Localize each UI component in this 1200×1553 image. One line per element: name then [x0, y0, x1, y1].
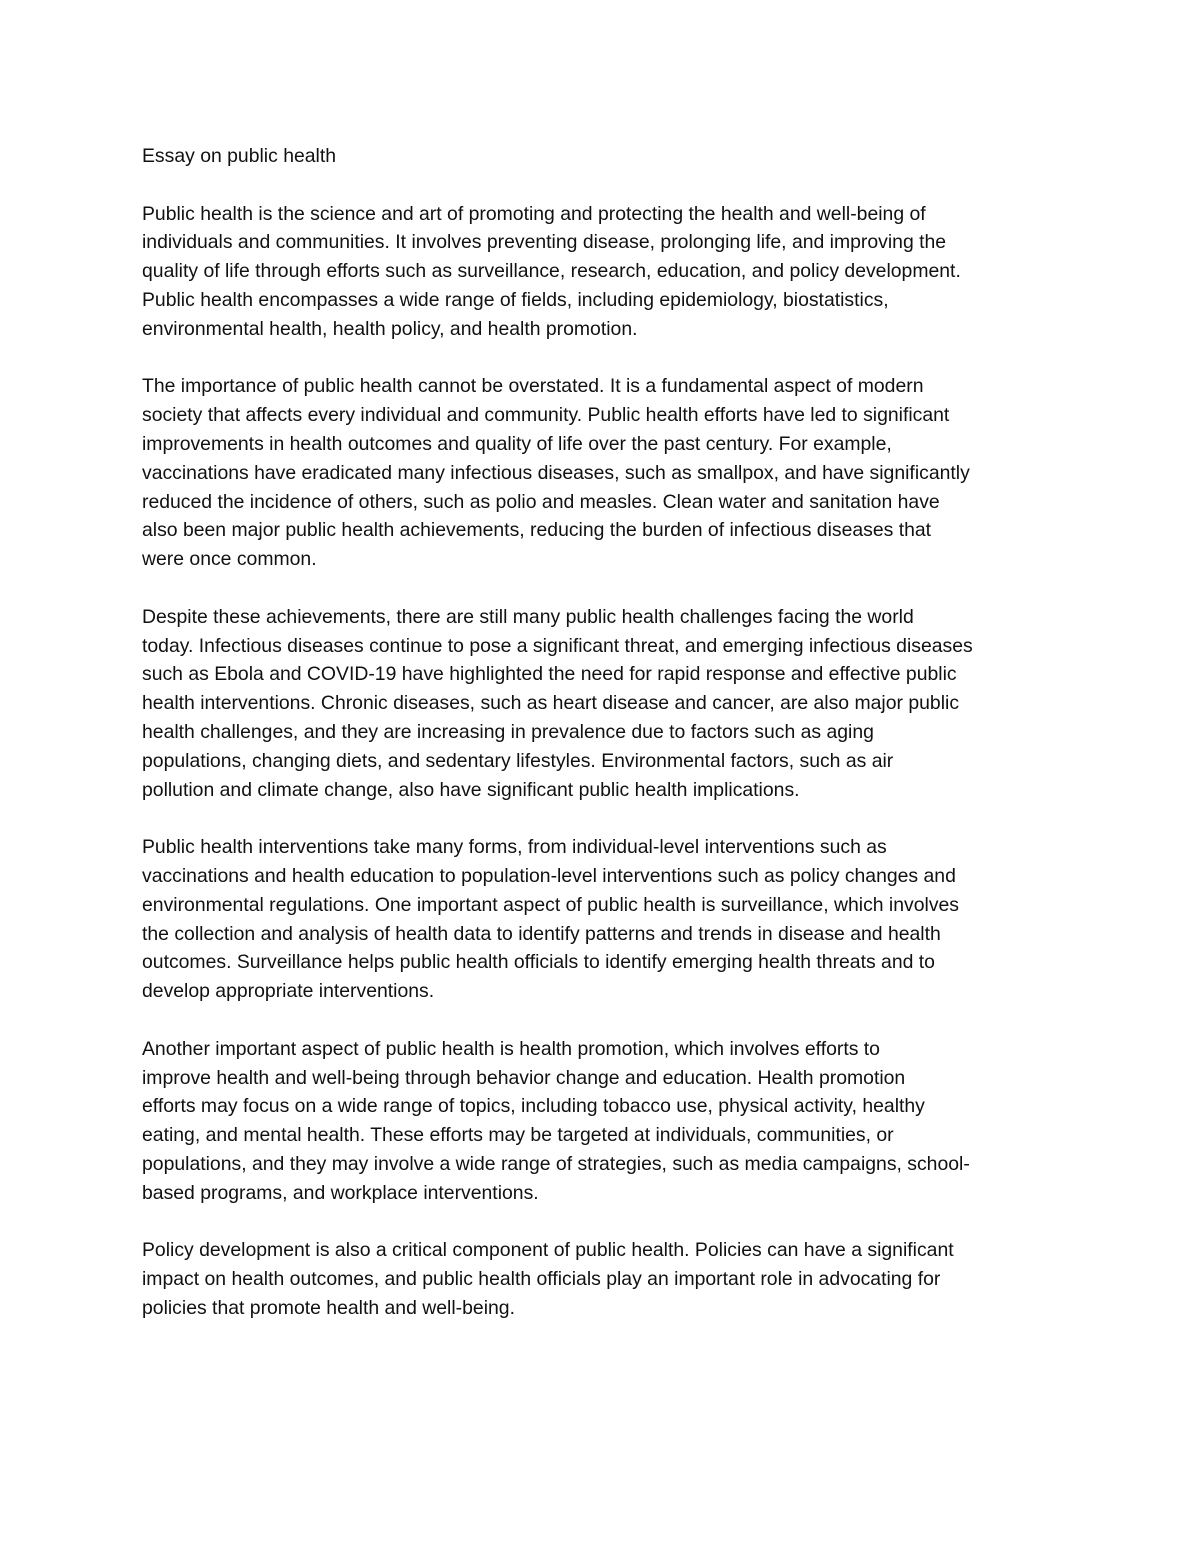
document-body — [142, 142, 1064, 1323]
text-line: Public health is the science and art of promoting and protecting the health and well-being of — [142, 202, 926, 225]
text-line: based programs, and workplace interventions. — [142, 1181, 539, 1204]
paragraph-gap — [142, 574, 1064, 603]
text-line: individuals and communities. It involves preventing disease, prolonging life, and improving the — [142, 231, 947, 254]
text-line: today. Infectious diseases continue to pose a significant threat, and emerging infectious diseases — [142, 634, 973, 657]
paragraph-gap — [142, 1006, 1064, 1035]
paragraph-gap — [142, 804, 1064, 833]
paragraph-5 — [142, 1035, 1064, 1208]
paragraph-gap — [142, 1207, 1064, 1236]
paragraph-4 — [142, 833, 1064, 1006]
text-line: the collection and analysis of health data to identify patterns and trends in disease and health — [142, 922, 941, 945]
text-line: reduced the incidence of others, such as polio and measles. Clean water and sanitation have — [142, 490, 940, 513]
text-line: vaccinations have eradicated many infectious diseases, such as smallpox, and have significantly — [142, 461, 970, 484]
text-line: vaccinations and health education to population-level interventions such as policy changes and — [142, 864, 956, 887]
text-line: Public health interventions take many forms, from individual-level interventions such as — [142, 836, 887, 859]
text-line: pollution and climate change, also have significant public health implications. — [142, 778, 800, 801]
text-line: such as Ebola and COVID-19 have highlighted the need for rapid response and effective public — [142, 663, 957, 686]
text-line: populations, and they may involve a wide range of strategies, such as media campaigns, school- — [142, 1152, 970, 1175]
text-line: society that affects every individual and community. Public health efforts have led to significant — [142, 404, 950, 427]
text-line: develop appropriate interventions. — [142, 980, 435, 1003]
text-line: also been major public health achievements, reducing the burden of infectious diseases that — [142, 519, 932, 542]
text-line: quality of life through efforts such as surveillance, research, education, and policy development. — [142, 260, 961, 283]
text-line: environmental health, health policy, and health promotion. — [142, 317, 638, 340]
paragraph-3 — [142, 603, 1064, 805]
text-line: Despite these achievements, there are still many public health challenges facing the world — [142, 605, 914, 628]
text-line: outcomes. Surveillance helps public health officials to identify emerging health threats and to — [142, 951, 935, 974]
paragraph-gap — [142, 171, 1064, 200]
paragraph-2 — [142, 372, 1064, 574]
text-line: health challenges, and they are increasing in prevalence due to factors such as aging — [142, 720, 874, 743]
text-line: populations, changing diets, and sedentary lifestyles. Environmental factors, such as air — [142, 749, 894, 772]
paragraph-6 — [142, 1236, 1064, 1322]
text-line: The importance of public health cannot be overstated. It is a fundamental aspect of modern — [142, 375, 924, 398]
text-line: improve health and well-being through behavior change and education. Health promotion — [142, 1066, 906, 1089]
text-line: efforts may focus on a wide range of topics, including tobacco use, physical activity, healthy — [142, 1095, 925, 1118]
text-line: Another important aspect of public health is health promotion, which involves efforts to — [142, 1037, 880, 1060]
document-title: Essay on public health — [142, 145, 337, 167]
text-line: Policy development is also a critical component of public health. Policies can have a significant — [142, 1239, 954, 1262]
text-line: policies that promote health and well-being. — [142, 1296, 515, 1319]
text-line: health interventions. Chronic diseases, such as heart disease and cancer, are also major public — [142, 692, 960, 715]
text-line: environmental regulations. One important aspect of public health is surveillance, which involves — [142, 893, 959, 916]
text-line: were once common. — [142, 548, 317, 571]
text-line: impact on health outcomes, and public health officials play an important role in advocating for — [142, 1268, 941, 1291]
text-line: improvements in health outcomes and quality of life over the past century. For example, — [142, 432, 892, 455]
paragraph-1 — [142, 200, 1064, 344]
paragraph-gap — [142, 344, 1064, 373]
text-line: Public health encompasses a wide range of fields, including epidemiology, biostatistics, — [142, 288, 889, 311]
text-line: eating, and mental health. These efforts may be targeted at individuals, communities, or — [142, 1124, 894, 1147]
